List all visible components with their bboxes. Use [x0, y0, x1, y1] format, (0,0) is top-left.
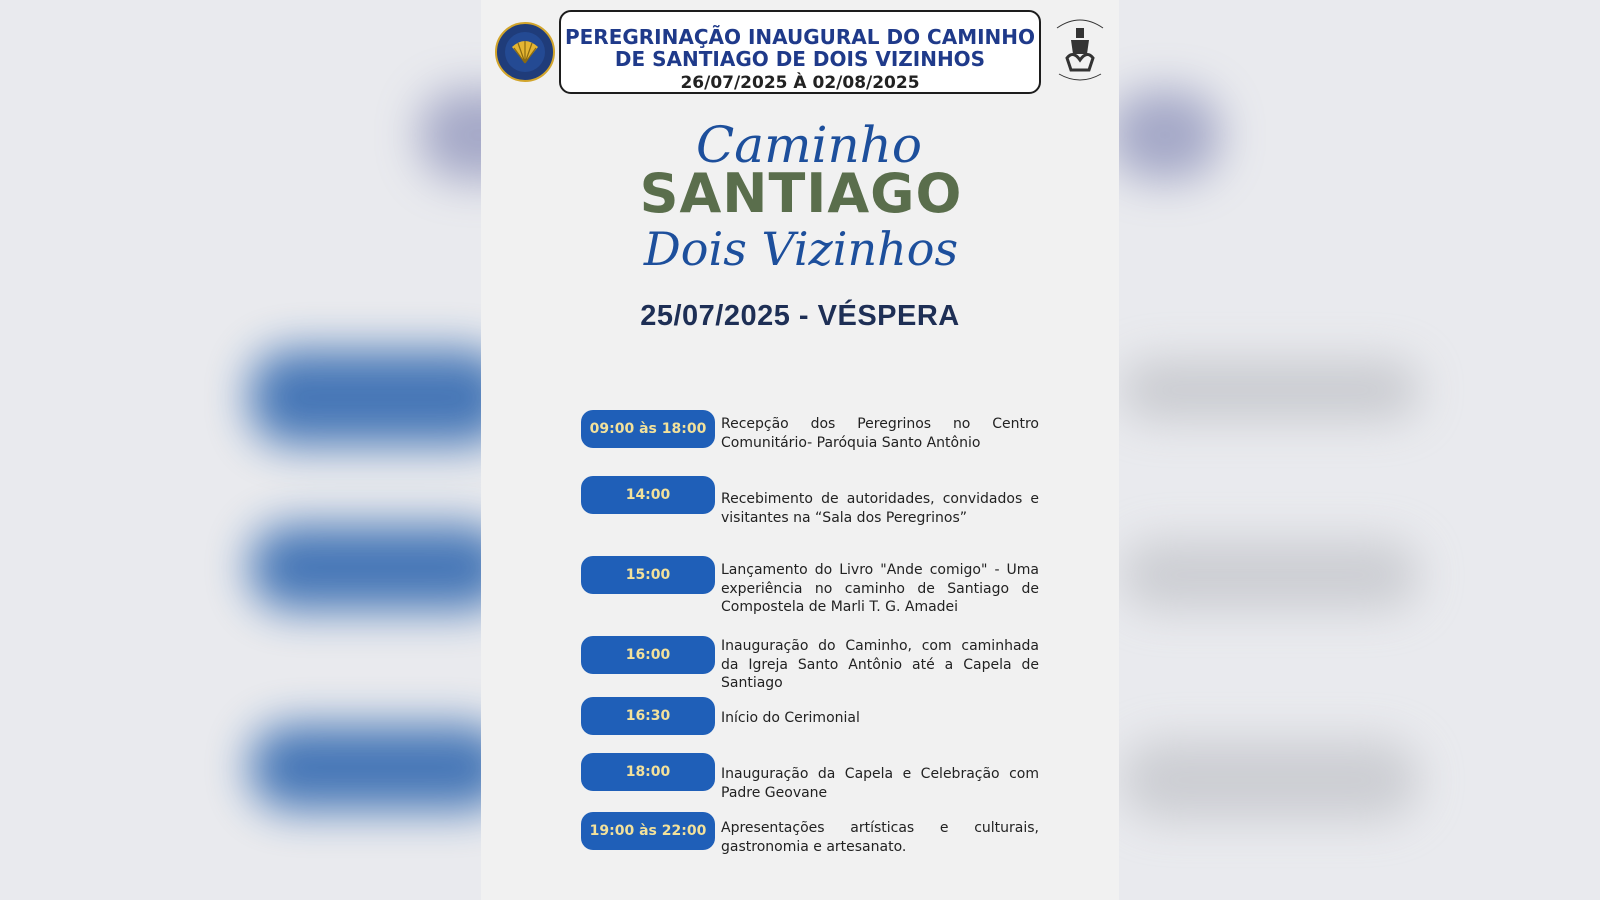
activity-description: Recepção dos Peregrinos no Centro Comunitário- Paróquia Santo Antônio	[721, 416, 1039, 451]
background-blur-shape	[1120, 360, 1420, 420]
association-seal-logo	[495, 22, 555, 82]
time-badge: 16:00	[581, 636, 715, 674]
scallop-shell-icon	[505, 32, 545, 72]
activity-description: Apresentações artísticas e culturais, gastronomia e artesanato.	[721, 820, 1039, 855]
title-line-1: PEREGRINAÇÃO INAUGURAL DO CAMINHO	[564, 25, 1036, 49]
caminho-santiago-lettering	[631, 100, 971, 300]
time-badge: 09:00 às 18:00	[581, 410, 715, 448]
santiago-photo-text: SANTIAGO	[639, 162, 963, 225]
activity-description: Inauguração do Caminho, com caminhada da Igreja Santo Antônio até a Capela de Santiago	[721, 638, 1039, 691]
activity-description: Lançamento do Livro "Ande comigo" - Uma experiência no caminho de Santiago de Compostela de Marli T. G. Amadei	[721, 562, 1039, 615]
background-blur-shape	[250, 725, 510, 810]
activity-description: Inauguração da Capela e Celebração com Padre Geovane	[721, 766, 1039, 801]
caminho-script-text: Caminho	[696, 116, 922, 174]
background-blur-shape	[1120, 740, 1420, 820]
time-badge: 18:00	[581, 753, 715, 791]
background-blur-shape	[1110, 90, 1220, 180]
time-badge: 15:00	[581, 556, 715, 594]
time-badge: 14:00	[581, 476, 715, 514]
background-blur-shape	[1120, 540, 1420, 610]
title-banner	[559, 10, 1041, 94]
background-blur-shape	[250, 525, 510, 610]
title-line-2: DE SANTIAGO DE DOIS VIZINHOS	[614, 47, 986, 71]
eve-date-heading: 25/07/2025 - VÉSPERA	[640, 300, 960, 332]
event-poster	[481, 0, 1119, 900]
time-badge: 16:30	[581, 697, 715, 735]
caminho-seal-logo	[1051, 14, 1109, 84]
background-blur-shape	[250, 350, 510, 445]
activity-description: Recebimento de autoridades, convidados e visitantes na “Sala dos Peregrinos”	[721, 491, 1039, 526]
activity-description: Início do Cerimonial	[721, 710, 860, 726]
dois-vizinhos-script-text: Dois Vizinhos	[643, 222, 959, 276]
time-badge: 19:00 às 22:00	[581, 812, 715, 850]
event-dates: 26/07/2025 À 02/08/2025	[680, 73, 920, 93]
